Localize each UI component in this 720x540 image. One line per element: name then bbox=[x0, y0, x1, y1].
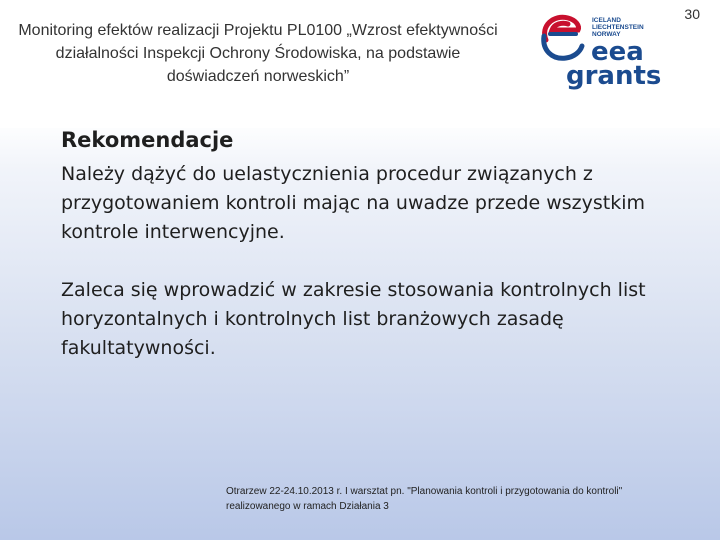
footnote bbox=[226, 484, 696, 514]
logo-country-1: ICELAND bbox=[592, 17, 621, 24]
slide-number: 30 bbox=[684, 6, 700, 22]
footnote-line-2: realizowanego w ramach Działania 3 bbox=[226, 501, 389, 512]
eea-grants-logo bbox=[536, 10, 696, 90]
header-band bbox=[0, 0, 720, 128]
logo-word-grants: grants bbox=[566, 61, 662, 90]
recommendation-paragraph-2: Zaleca się wprowadzić w zakresie stosowania kontrolnych list horyzontalnych i kontrolnych list branżowych zasadę fakultatywności. bbox=[61, 279, 646, 359]
swoosh-icon bbox=[544, 17, 582, 58]
recommendation-paragraph-1: Należy dążyć do uelastycznienia procedur związanych z przygotowaniem kontroli mając na uwadze przede wszystkim kontrole interwencyjne. bbox=[61, 163, 646, 243]
logo-word-eea: eea bbox=[591, 37, 644, 67]
logo-country-3: NORWAY bbox=[592, 31, 621, 38]
logo-country-2: LIECHTENSTEIN bbox=[592, 24, 644, 31]
footnote-line-1: Otrarzew 22-24.10.2013 r. I warsztat pn. "Planowania kontroli i przygotowania do kontroli" bbox=[226, 486, 623, 497]
section-heading: Rekomendacje bbox=[61, 128, 234, 152]
header-title: Monitoring efektów realizacji Projektu PL0100 „Wzrost efektywności działalności Inspekcji Ochrony Środowiska, na podstawie doświadczeń norweskich” bbox=[18, 22, 498, 85]
